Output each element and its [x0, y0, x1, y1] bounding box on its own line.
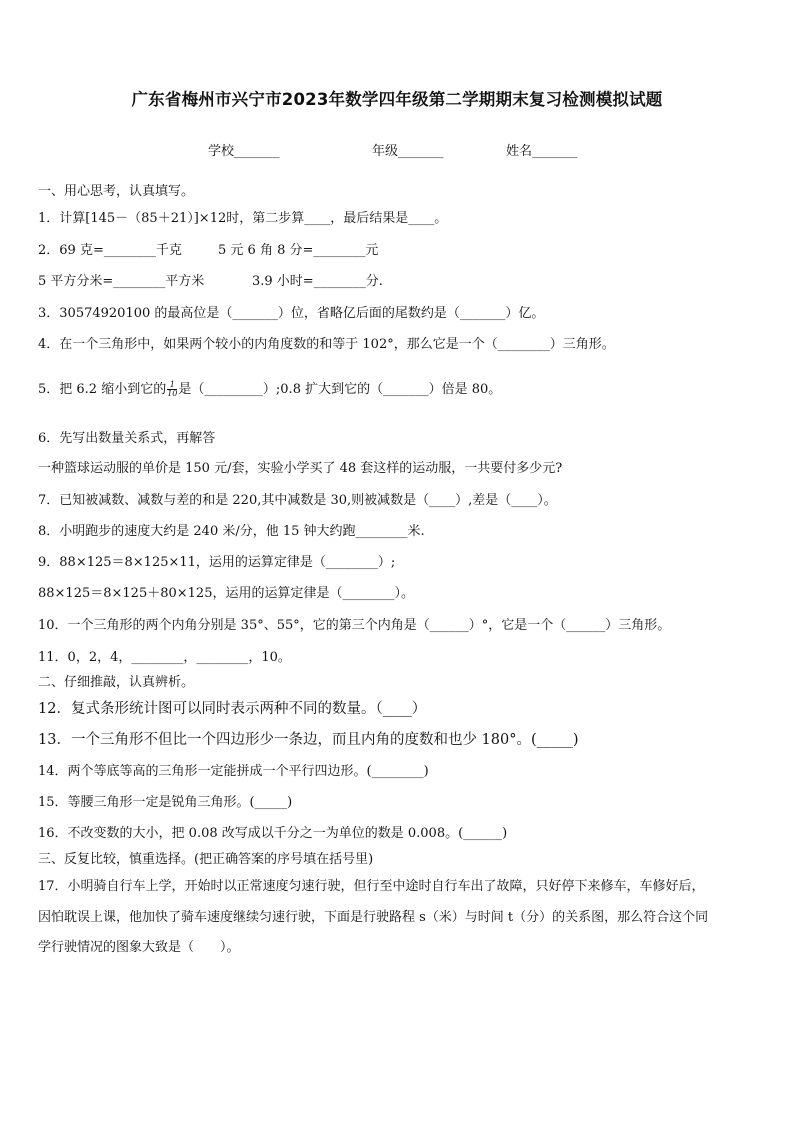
question-17-line-3: 学行驶情况的图象大致是（ ）。	[38, 940, 240, 955]
section-heading-3: 三、反复比较，慎重选择。(把正确答案的序号填在括号里)	[38, 852, 374, 867]
question-5-suffix: 是（_________）;0.8 扩大到它的（_______）倍是 80。	[178, 382, 502, 397]
fraction-numerator: 1	[167, 381, 177, 390]
question-17-line-1: 17．小明骑自行车上学，开始时以正常速度匀速行驶，但行至中途时自行车出了故障，只好停下来修车，车修好后，	[38, 879, 705, 894]
question-9-part-a: 9．88×125＝8×125×11，运用的运算定律是（________）;	[38, 555, 396, 570]
question-9-part-b: 88×125＝8×125＋80×125，运用的运算定律是（________）。	[38, 586, 414, 601]
question-4: 4．在一个三角形中，如果两个较小的内角度数的和等于 102°，那么它是一个（________）三角形。	[38, 337, 615, 352]
question-2-part-d: 3.9 小时=________分.	[252, 274, 383, 289]
question-12: 12．复式条形统计图可以同时表示两种不同的数量。（____）	[38, 701, 427, 717]
question-2-part-a: 2．69 克=________千克	[38, 243, 182, 258]
fraction-denominator: 10	[167, 389, 178, 398]
question-6-problem: 一种篮球运动服的单价是 150 元/套，实验小学买了 48 套这样的运动服，一共要付多少元?	[38, 461, 563, 476]
question-11: 11．0，2，4，________，________，10。	[38, 650, 291, 665]
question-7: 7．已知被减数、减数与差的和是 220,其中减数是 30,则被减数是（____）,差是（____）。	[38, 493, 557, 508]
question-15: 15．等腰三角形一定是锐角三角形。(_____)	[38, 795, 293, 810]
school-field: 学校_______	[208, 144, 280, 159]
question-5	[38, 378, 501, 398]
question-13: 13．一个三角形不但比一个四边形少一条边，而且内角的度数和也少 180°。(_____)	[38, 732, 579, 748]
question-3: 3．30574920100 的最高位是（_______）位，省略亿后面的尾数约是（_______）亿。	[38, 306, 545, 321]
question-2-part-c: 5 平方分米=________平方米	[38, 274, 205, 289]
question-14: 14．两个等底等高的三角形一定能拼成一个平行四边形。(________)	[38, 764, 429, 779]
section-heading-2: 二、仔细推敲，认真辨析。	[38, 675, 195, 690]
question-2-part-b: 5 元 6 角 8 分=________元	[218, 243, 379, 258]
section-heading-1: 一、用心思考，认真填写。	[38, 184, 195, 199]
fraction-one-tenth	[167, 381, 177, 398]
question-16: 16．不改变数的大小，把 0.08 改写成以千分之一为单位的数是 0.008。(______)	[38, 826, 508, 841]
question-1: 1．计算[145－（85＋21）]×12时，第二步算____，最后结果是____。	[38, 211, 448, 226]
question-6: 6．先写出数量关系式，再解答	[38, 431, 216, 446]
exam-title: 广东省梅州市兴宁市2023年数学四年级第二学期期末复习检测模拟试题	[131, 90, 663, 109]
question-5-prefix: 5．把 6.2 缩小到它的	[38, 382, 167, 397]
name-field: 姓名_______	[506, 144, 578, 159]
grade-field: 年级_______	[372, 144, 444, 159]
question-8: 8．小明跑步的速度大约是 240 米/分，他 15 钟大约跑________米.	[38, 524, 425, 539]
question-17-line-2: 因怕耽误上课，他加快了骑车速度继续匀速行驶，下面是行驶路程 s（米）与时间 t（分）的关系图，那么符合这个同	[38, 910, 709, 925]
question-10: 10．一个三角形的两个内角分别是 35°、55°，它的第三个内角是（______）°，它是一个（______）三角形。	[38, 618, 671, 633]
